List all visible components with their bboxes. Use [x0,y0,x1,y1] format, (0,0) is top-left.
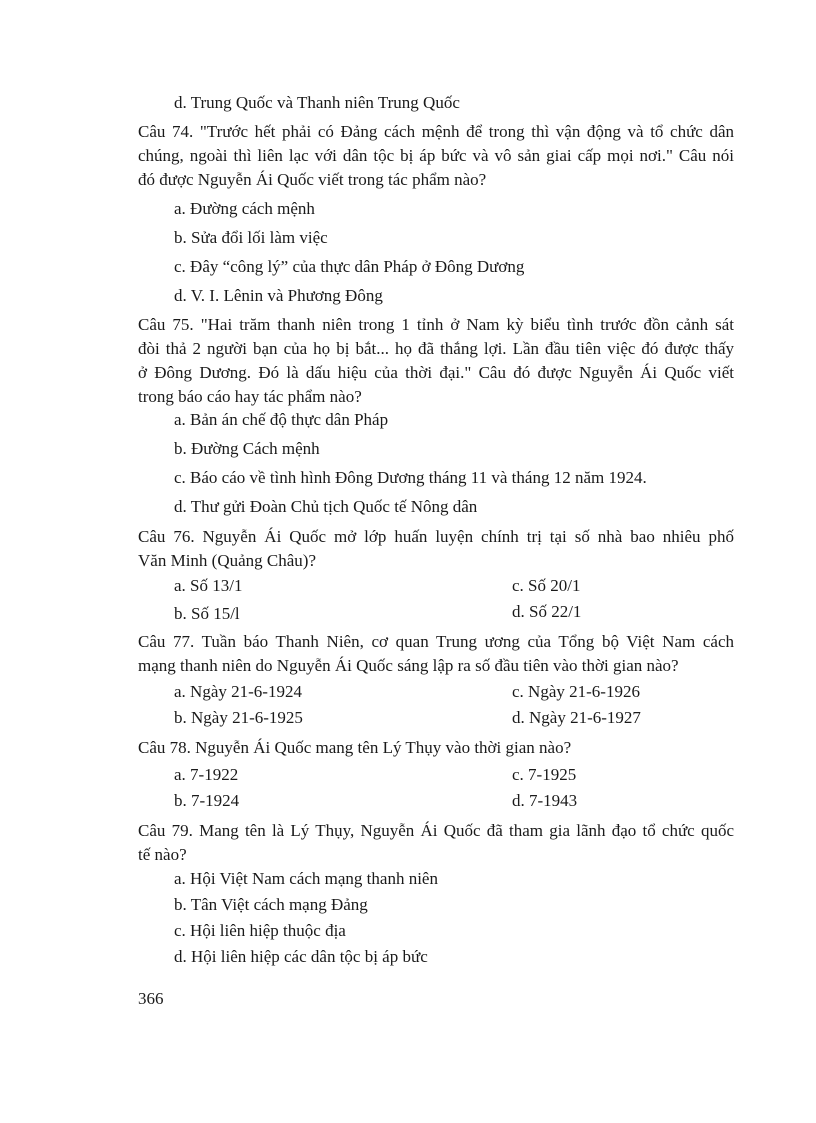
q77-option-c: c. Ngày 21-6-1926 [512,682,640,701]
q74-text-line-3: đó được Nguyễn Ái Quốc viết trong tác phẩm nào? [138,170,487,189]
q77-option-a: a. Ngày 21-6-1924 [174,682,302,701]
page-number: 366 [138,989,164,1008]
q79-text-line-1: Câu 79. Mang tên là Lý Thụy, Nguyễn Ái Quốc đã tham gia lãnh đạo tổ chức quốc [138,821,734,840]
q77-option-d: d. Ngày 21-6-1927 [512,708,641,727]
q76-text-line-1: Câu 76. Nguyễn Ái Quốc mở lớp huấn luyện chính trị tại số nhà bao nhiêu phố [138,527,734,546]
q73-option-d: d. Trung Quốc và Thanh niên Trung Quốc [174,93,460,112]
q75-option-a: a. Bản án chế độ thực dân Pháp [174,410,389,429]
q78-text-line-1: Câu 78. Nguyễn Ái Quốc mang tên Lý Thụy vào thời gian nào? [138,738,572,757]
q75-text-line-1: Câu 75. "Hai trăm thanh niên trong 1 tỉnh ở Nam kỳ biểu tình trước đồn cảnh sát [138,315,734,334]
q78-option-c: c. 7-1925 [512,765,577,784]
q77-option-b: b. Ngày 21-6-1925 [174,708,303,727]
q74-option-c: c. Đây “công lý” của thực dân Pháp ở Đông Dương [174,257,525,276]
q78-option-a: a. 7-1922 [174,765,239,784]
q79-option-a: a. Hội Việt Nam cách mạng thanh niên [174,869,438,888]
q75-option-b: b. Đường Cách mệnh [174,439,320,458]
q76-option-c: c. Số 20/1 [512,576,581,595]
q75-option-d: d. Thư gửi Đoàn Chủ tịch Quốc tế Nông dân [174,497,478,516]
q78-option-b: b. 7-1924 [174,791,240,810]
q79-text-line-2: tế nào? [138,845,187,864]
q75-option-c: c. Báo cáo về tình hình Đông Dương tháng 11 và tháng 12 năm 1924. [174,468,647,487]
q79-option-d: d. Hội liên hiệp các dân tộc bị áp bức [174,947,428,966]
q75-text-line-3: ở Đông Dương. Đó là dấu hiệu của thời đại." Câu đó được Nguyễn Ái Quốc viết [138,363,734,382]
q76-option-b: b. Số 15/l [174,604,240,623]
q74-option-b: b. Sửa đổi lối làm việc [174,228,328,247]
q74-text-line-2: chúng, ngoài thì liên lạc với dân tộc bị áp bức và vô sản giai cấp mọi nơi." Câu nói [138,146,734,165]
q79-option-b: b. Tân Việt cách mạng Đảng [174,895,368,914]
q74-text-line-1: Câu 74. "Trước hết phải có Đảng cách mệnh để trong thì vận động và tổ chức dân [138,122,734,141]
q75-text-line-4: trong báo cáo hay tác phẩm nào? [138,387,362,406]
q76-text-line-2: Văn Minh (Quảng Châu)? [138,551,316,570]
q74-option-d: d. V. I. Lênin và Phương Đông [174,286,383,305]
q76-option-a: a. Số 13/1 [174,576,243,595]
q77-text-line-1: Câu 77. Tuần báo Thanh Niên, cơ quan Trung ương của Tổng bộ Việt Nam cách [138,632,734,651]
q77-text-line-2: mạng thanh niên do Nguyễn Ái Quốc sáng lập ra số đầu tiên vào thời gian nào? [138,656,679,675]
q78-option-d: d. 7-1943 [512,791,578,810]
q76-option-d: d. Số 22/1 [512,602,582,621]
q75-text-line-2: đòi thả 2 người bạn của họ bị bắt... họ đã thắng lợi. Lần đầu tiên việc đó được thấy [138,339,734,358]
q79-option-c: c. Hội liên hiệp thuộc địa [174,921,346,940]
q74-option-a: a. Đường cách mệnh [174,199,315,218]
